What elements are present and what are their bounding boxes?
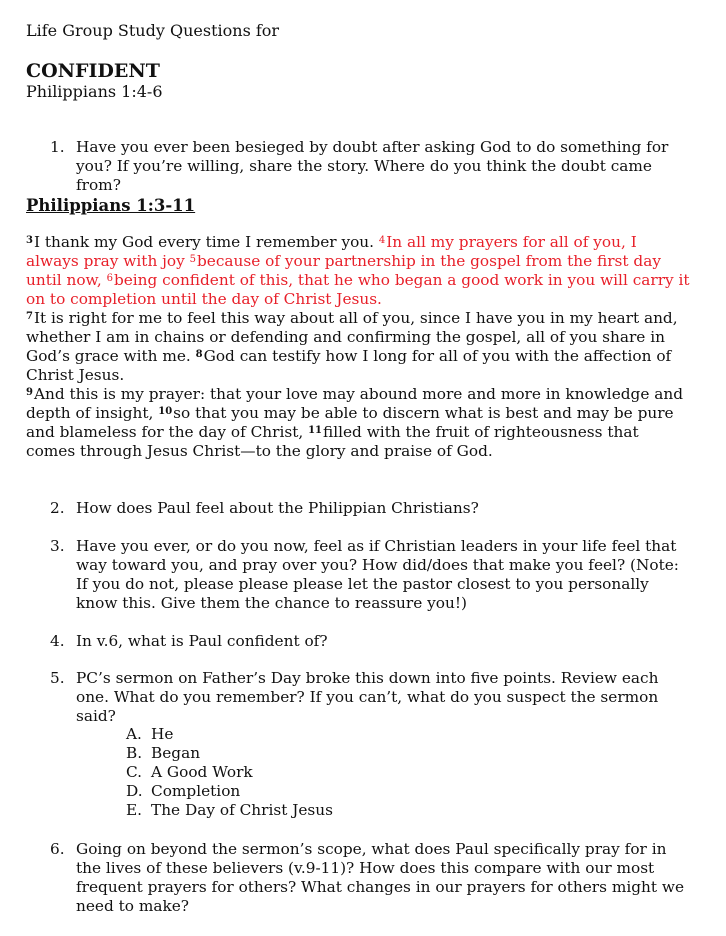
list-item-letter: E.	[126, 801, 143, 819]
verse-4: In all my prayers for all of you, I always pray with joy	[26, 233, 637, 270]
list-item	[126, 801, 333, 820]
list-item-letter: B.	[126, 744, 143, 762]
verse-number: 6	[106, 273, 113, 284]
verse-number: 9	[26, 387, 33, 398]
verse-number: 4	[378, 235, 386, 246]
question-5-number: 5.	[50, 669, 65, 687]
question-4-number: 4.	[50, 632, 65, 650]
list-item-text: A Good Work	[151, 763, 253, 781]
verse-8: God can testify how I long for all of you with the affection of Christ Jesus.	[26, 347, 672, 384]
verse-number: 8	[195, 349, 203, 360]
list-item-letter: A.	[126, 725, 142, 743]
list-item-letter: C.	[126, 763, 143, 781]
list-item-text: Completion	[151, 782, 241, 800]
question-1-number: 1.	[50, 138, 65, 156]
list-item-text: The Day of Christ Jesus	[151, 801, 333, 819]
list-item-text: He	[151, 725, 174, 743]
list-item-text: Began	[151, 744, 201, 762]
question-5-text: PC’s sermon on Father’s Day broke this down into five points. Review each one. What do you remember? If you can’t, what do you suspect the sermon said?	[76, 669, 659, 725]
verse-number: 3	[26, 235, 33, 246]
question-2-number: 2.	[50, 499, 65, 517]
verse-7: It is right for me to feel this way about all of you, since I have you in my heart and, whether I am in chains or defending and confirming the gospel, all of you share in God’s grace with me.	[26, 309, 678, 365]
page-title: CONFIDENT	[26, 60, 160, 82]
verse-number: 5	[189, 254, 196, 265]
question-1-text: Have you ever been besieged by doubt after asking God to do something for you? If you’re willing, share the story. Where do you think the doubt came from?	[76, 138, 669, 194]
list-item	[126, 725, 333, 744]
scripture-reference: Philippians 1:4-6	[26, 82, 163, 101]
question-3-text: Have you ever, or do you now, feel as if Christian leaders in your life feel that way toward you, and pray over you? How did/does that make you feel? (Note: If you do not, please please please let the pastor closest to you personally know this. Give them the chance to reassure you!)	[76, 537, 679, 612]
verse-11: filled with the fruit of righteousness that comes through Jesus Christ—to the glory and praise of God.	[26, 423, 639, 460]
verse-number: 11	[308, 425, 323, 436]
verse-number: 7	[26, 311, 33, 322]
list-item	[126, 744, 333, 763]
list-item-letter: D.	[126, 782, 143, 800]
question-6-text: Going on beyond the sermon’s scope, what does Paul specifically pray for in the lives of these believers (v.9-11)? How does this compare with our most frequent prayers for others? What changes in our prayers for others might we need to make?	[76, 840, 685, 915]
header-line: Life Group Study Questions for	[26, 21, 280, 40]
verse-10: so that you may be able to discern what is best and may be pure and blameless for the day of Christ,	[26, 404, 674, 441]
question-4-text: In v.6, what is Paul confident of?	[76, 632, 328, 650]
list-item	[126, 763, 333, 782]
passage-heading: Philippians 1:3-11	[26, 196, 196, 215]
verse-5: because of your partnership in the gospel from the first day until now,	[26, 252, 661, 289]
question-6-number: 6.	[50, 840, 65, 858]
verse-number: 10	[158, 406, 173, 417]
question-3-number: 3.	[50, 537, 65, 555]
verse-3: I thank my God every time I remember you.	[33, 233, 379, 251]
sermon-points-list	[126, 725, 333, 820]
passage-text	[26, 233, 691, 461]
verse-6: being confident of this, that he who began a good work in you will carry it on to completion until the day of Christ Jesus.	[26, 271, 690, 308]
question-2-text: How does Paul feel about the Philippian Christians?	[76, 499, 479, 517]
list-item	[126, 782, 333, 801]
verse-9: And this is my prayer: that your love may abound more and more in knowledge and depth of insight,	[26, 385, 684, 422]
